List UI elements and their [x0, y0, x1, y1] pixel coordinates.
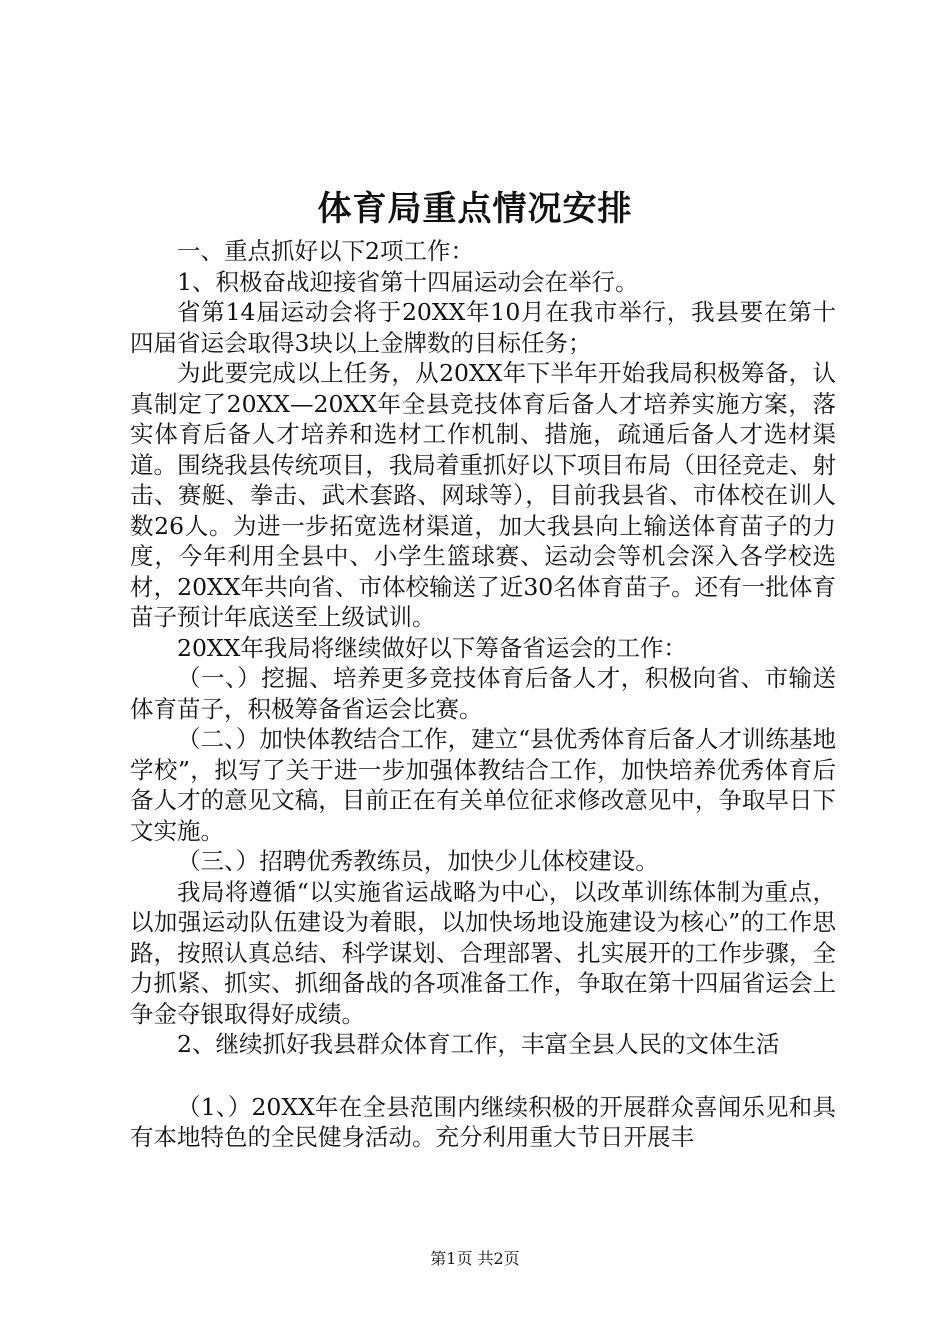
- document-body: [130, 236, 836, 1153]
- paragraph-subitem-1: （一、）挖掘、培养更多竞技体育后备人才，积极向省、市输送体育苗子，积极筹备省运会比赛。: [130, 664, 836, 723]
- paragraph-games-goal: 省第14届运动会将于20XX年10月在我市举行，我县要在第十四届省运会取得3块以上金牌数的目标任务；: [130, 298, 836, 357]
- paragraph-subitem-2: （二、）加快体教结合工作，建立“县优秀体育后备人才训练基地学校”，拟写了关于进一步加强体教结合工作，加快培养优秀体育后备人才的意见文稿，目前正在有关单位征求修改意见中，争取早日下文实施。: [130, 725, 836, 845]
- paragraph-preparation: 为此要完成以上任务，从20XX年下半年开始我局积极筹备，认真制定了20XX—20XX年全县竞技体育后备人才培养实施方案，落实体育后备人才培养和选材工作机制、措施，疏通后备人才选材渠道。围绕我县传统项目，我局着重抓好以下项目布局（田径竞走、射击、赛艇、拳击、武术套路、网球等），目前我县省、市体校在训人数26人。为进一步拓宽选材渠道，加大我县向上输送体育苗子的力度，今年利用全县中、小学生篮球赛、运动会等机会深入各学校选材，20XX年共向省、市体校输送了近30名体育苗子。还有一批体育苗子预计年底送至上级试训。: [130, 359, 836, 631]
- page-footer: 第1页 共2页: [430, 1249, 520, 1268]
- document-title: 体育局重点情况安排: [317, 189, 633, 229]
- paragraph-plan-intro: 20XX年我局将继续做好以下筹备省运会的工作：: [177, 633, 687, 662]
- paragraph-subitem-3: （三、）招聘优秀教练员，加快少儿体校建设。: [177, 847, 659, 875]
- paragraph-item-1: 1、积极奋战迎接省第十四届运动会在举行。: [177, 267, 639, 296]
- paragraph-mass-sports: （1、）20XX年在全县范围内继续积极的开展群众喜闻乐见和具有本地特色的全民健身活动。充分利用重大节日开展丰: [130, 1092, 836, 1151]
- paragraph-item-2: 2、继续抓好我县群众体育工作，丰富全县人民的文体生活: [177, 1030, 780, 1058]
- paragraph-section-heading: 一、重点抓好以下2项工作：: [177, 237, 474, 265]
- paragraph-strategy: 我局将遵循“以实施省运战略为中心，以改革训练体制为重点，以加强运动队伍建设为着眼，以加快场地设施建设为核心”的工作思路，按照认真总结、科学谋划、合理部署、扎实展开的工作步骤，全力抓紧、抓实、抓细备战的各项准备工作，争取在第十四届省运会上争金夺银取得好成绩。: [130, 877, 836, 1028]
